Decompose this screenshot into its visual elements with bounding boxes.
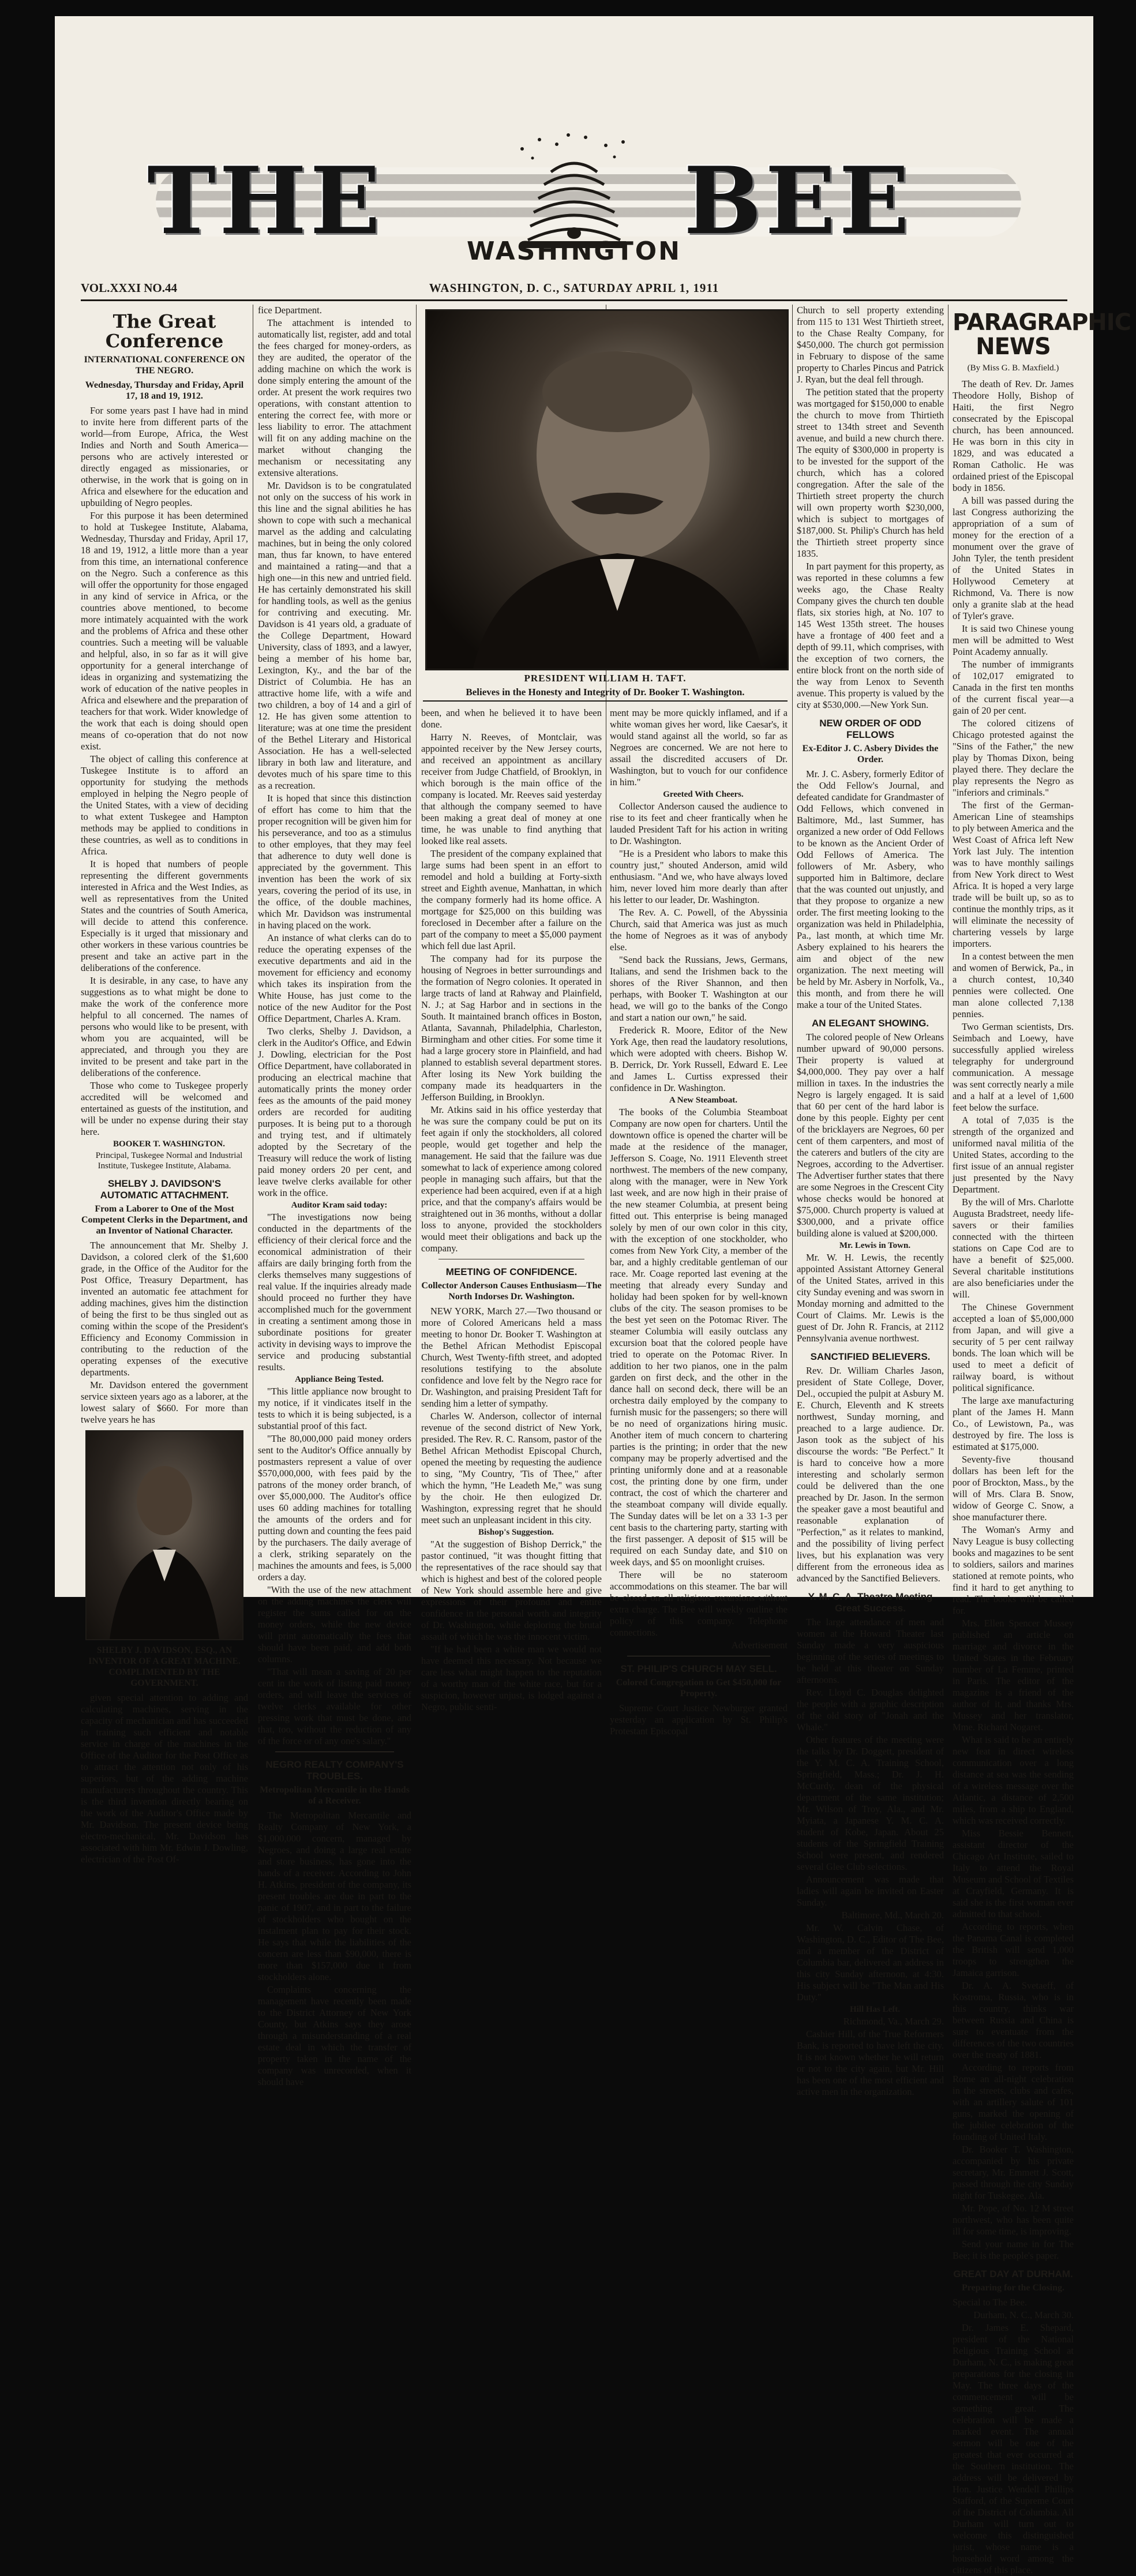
dateline-bar: [81, 279, 1067, 301]
article-paragraph: There will be no stateroom accommodations on this steamer. The bar will be closed on all religious excursions without extra charge. The Bee will weekly outline the policy of this company. Telephone connections.: [610, 1569, 788, 1638]
article-paragraph: Supreme Court Justice Newburger granted yesterday an application by St. Philip's Protestant Episcopal: [610, 1703, 788, 1737]
photo-subcaption-taft: Believes in the Honesty and Integrity of Dr. Booker T. Washington.: [466, 687, 745, 698]
headline-great-day-durham: GREAT DAY AT DURHAM.: [953, 2268, 1073, 2279]
headline-negro-realty: NEGRO REALTY COMPANY'S TROUBLES.: [265, 1759, 404, 1782]
masthead: [55, 132, 1093, 264]
column-5: [797, 305, 944, 2097]
subhead: Auditor Kram said today:: [291, 1201, 388, 1210]
article-paragraph: An instance of what clerks can do to reduce the operating expenses of the executive departments and aid in the movement for efficiency and economy which takes its inspiration from the White House, has just come to the notice of the new Auditor for the Post Office Department, Charles A. Kram.: [258, 932, 411, 1024]
photo-caption-davidson: SHELBY J. DAVIDSON, ESQ., AN INVENTOR OF A GREAT MACHINE. COMPLIMENTED BY THE GOVERNMENT.: [88, 1645, 241, 1688]
article-paragraph: It is hoped that since this distinction of effort has come to him that the proper recognition will be given him for his perseverance, and too as a stimulus to other employes, that they may feel that adherence to duty well done is appreciated by the government. This invention has been the work of six years, covering the period of its use, in the office, of the double machines, which Mr. Davidson was instrumental in having placed on the work.: [258, 793, 411, 931]
article-paragraph: Frederick R. Moore, Editor of the New York Age, then read the laudatory resolutions, which were adopted with cheers. Bishop W. B. Derrick, Dr. York Russell, Edward E. Lee and James L. Curtiss expressed their confidence in Dr. Washington.: [610, 1025, 788, 1093]
subhead: Appliance Being Tested.: [295, 1375, 384, 1384]
subhead: A New Steamboat.: [669, 1096, 737, 1105]
headline-sanctified-believers: SANCTIFIED BELIEVERS.: [810, 1351, 931, 1362]
subhead: Bishop's Suggestion.: [478, 1528, 554, 1537]
article-paragraph: Rev. Lloyd C. Douglas delighted the people with a graphic description of the old story of "Jonah and the Whale.": [797, 1687, 944, 1733]
article-paragraph: Mr. Pope, of No. 12 M street northwest, who has been quite ill for some time, is improving.: [953, 2203, 1074, 2237]
article-paragraph: Mr. J. C. Asbery, formerly Editor of the Odd Fellow's Journal, and defeated candidate for Grandmaster of Odd Fellows, which convened in Baltimore, Md., last Summer, has organized a new order of Odd Fellows to be known as the Ancient Order of Odd Fellows of America. The followers of Mr. Asbery, who supported him in Baltimore, declare that the was counted out unjustly, and that they propose to organize a new order. The first meeting looking to the organization was held in Philadelphia, Pa., last month, at which time Mr. Asbery explained to his hearers the aim and object of the new organization. The next meeting will be held by Mr. Asbery in Norfolk, Va., this month, and from there he will make a tour of the United States.: [797, 768, 944, 1010]
article-paragraph: The Rev. A. C. Powell, of the Abyssinia Church, said that America was just as much the home of Negroes as it was of anybody else.: [610, 907, 788, 953]
article-paragraph: Complaints concerning the management have recently been made to the District Attorney of New York County, but Atkins says they arose through a misunderstanding of a real estate deal in which the transfer of property taken in the name of the company was unrecorded, when it should have: [258, 1984, 411, 2087]
special-note: Special to The Bee.: [953, 2297, 1027, 2308]
taft-photo-block: [418, 305, 792, 720]
article-paragraph: It is said two Chinese young men will be admitted to West Point Academy annually.: [953, 623, 1074, 657]
article-paragraph: The Chinese Government accepted a loan of $5,000,000 from Japan, and will give a security of 5 per cent railway bonds. The loan which will be used to meet a deficit of railway board, is without political significance.: [953, 1302, 1074, 1393]
deck: Colored Congregation to Get $450,000 for Property.: [616, 1678, 782, 1698]
deck: Metropolitan Mercantile in the Hands of a Receiver.: [260, 1785, 410, 1806]
article-paragraph: Two German scientists, Drs. Seimbach and Loewy, have successfully applied wireless telegraphy for underground communication. A message was sent correctly nearly a mile and a half at a level of 1,600 feet below the surface.: [953, 1021, 1074, 1113]
article-paragraph: The announcement that Mr. Shelby J. Davidson, a colored clerk of the $1,600 grade, in the Office of the Auditor for the Post Office, Treasury Department, has invented an automatic fee attachment for adding machines, gives him the distinction of being the first to be thus singled out as coming within the scope of the President's Efficiency and Economy Commission in contributing to the reduction of the operating expenses of the executive departments.: [81, 1240, 248, 1378]
article-paragraph: Collector Anderson caused the audience to rise to its feet and cheer frantically when he lauded President Taft for his action in writing to Dr. Washington.: [610, 801, 788, 846]
column-6: [953, 305, 1131, 2575]
article-paragraph: Dr. A. A. Svetaeff, of Kostroma, Russia, who is in this country, thinks war between Russia and China is sure to eventuate from the differences of the two countries over the treaty of 1881.: [953, 1980, 1074, 2060]
article-paragraph: The Woman's Army and Navy League is busy collecting books and magazines to be sent to soldiers, sailors and marines stationed at remote points, who find it hard to get anything to read. The books will be called for.: [953, 1524, 1074, 1616]
column-1: [81, 305, 248, 1865]
headline-st-philips: ST. PHILIP'S CHURCH MAY SELL.: [620, 1663, 777, 1674]
article-paragraph: It is hoped that numbers of people representing the different governments interested in Africa and the West Indies, as well as representatives from the United States and the countries of South America, will decide to attend this conference. Especially is it urged that missionary and other workers in these various countries be present and take an active part in the deliberations of the conference.: [81, 858, 248, 973]
article-paragraph: The number of immigrants of 102,017 emigrated to Canada in the first ten months of the current fiscal year—a gain of 20 per cent.: [953, 659, 1074, 716]
subhead: Mr. Lewis in Town.: [839, 1241, 911, 1250]
article-paragraph: The Metropolitan Mercantile and Realty Company of New York, a $1,000,000 concern, managed by Negroes, and doing a large real estate and store business, has gone into the hands of a receiver. According to John H. Atkins, president of the company, its present troubles are due in part to the panic of 1907, and in part to the failure of stockholders who bought on the instalment plan to pay for their stock. He says that while the liabilities of the concern are less than $90,000, there is more than $157,000 due it from stockholders alone.: [258, 1810, 411, 1982]
article-paragraph: Charles W. Anderson, collector of internal revenue of the second district of New York, presided. The Rev. R. C. Ransom, pastor of the Bethel African Methodist Episcopal Church, opened the meeting by requesting the audience to sing, "My Country, 'Tis of Thee," after which the hymn, "He Leadeth Me," was sung by the choir. He then eulogized Dr. Washington, expressing regret that he should meet such an unpleasant incident in this city.: [421, 1411, 602, 1525]
article-paragraph: been, and when he believed it to have been done.: [421, 707, 602, 730]
article-paragraph: Harry N. Reeves, of Montclair, was appointed receiver by the New Jersey courts, and received an appointment as ancillary receiver from Judge Chatfield, of Brooklyn, in which borough is the main office of the company is located. Mr. Reeves said yesterday that although the company seemed to have been making a great deal of money at one time, he was unable to find anything that looked like real assets.: [421, 732, 602, 846]
signature-name: BOOKER T. WASHINGTON.: [113, 1139, 225, 1149]
advertisement-note: Advertisement: [731, 1640, 788, 1651]
article-paragraph: Cashier Hill, of the True Reformers Bank, is reported to have left the city. It is not known whether he will return or not to the city again, but Mr. Hill has been one of the most efficient and active men in the organization.: [797, 2028, 944, 2097]
article-paragraph: The company had for its purpose the housing of Negroes in better surroundings and the formation of Negro colonies. It operated in large tracts of land at Rahway and Plainfield, N. J.; at Sag Harbor and in sections in the South. It maintained branch offices in Boston, Atlanta, Savannah, Philadelphia, Charleston, Birmingham and other cities. For some time it had a large grocery store in Plainfield, and had planned to establish several department stores. After losing its New York building the company made its headquarters in the Jefferson Building, in Brooklyn.: [421, 953, 602, 1103]
masthead-title-left: THE: [147, 147, 384, 255]
article-paragraph: For this purpose it has been determined to hold at Tuskegee Institute, Alabama, Wednesday, Thursday and Friday, April 17, 18 and 19, 1912, a little more than a year from this time, an international conference on the Negro. Such a conference as this will offer the opportunity for those engaged in any kind of service in Africa, or the countries above mentioned, to become more intimately acquainted with the work and the problems of Africa and these other countries. Such a meeting will be valuable and helpful, also, in so far as it will give opportunity for a general interchange of ideas in organizing and systematizing the work of education of the native peoples in Africa and elsewhere and the preparation of teachers for that work. Wider knowledge of the work that each is doing should open means of co-operation that do not now exist.: [81, 510, 248, 752]
article-paragraph: Dr. James E. Shepard, president of the National Religious Training School at Durham, N. C., is making great preparations for the closing in May. The three days of the commencement will be something great. The celebration will be made a marked event. The annual sermon will be one of the greatest that ever occurred at the Southern institution. The address will be delivered by Hon. Justice Wendell Phillips Stafford, of the Supreme Court of the District of Columbia. All Durham will turn out to welcome this distinguished jurist, whose name is a household word among the citizens of this place.: [953, 2322, 1074, 2575]
article-paragraph: ment may be more quickly inflamed, and if a white woman gives her word, like Caesar's, it would stand against all the world, so far as Negroes are concerned. We are not here to assail the discredited accusers of Dr. Washington, but to vouch for our confidence in him.": [610, 707, 788, 788]
photo-caption-taft: PRESIDENT WILLIAM H. TAFT.: [524, 673, 687, 684]
article-paragraph: Mr. Davidson entered the government service sixteen years ago as a laborer, at the lowest salary of $660. For more than twelve years he has: [81, 1379, 248, 1425]
portrait-figure: [427, 311, 787, 669]
deck-dates: Wednesday, Thursday and Friday, April 17, 18 and 19, 1912.: [85, 380, 244, 401]
article-dateline: Richmond, Va., March 29.: [843, 2016, 944, 2027]
article-paragraph: "The investigations now being conducted in the departments of the efficiency of their clerical force and the economical administration of their affairs are daily bringing forth from the clerks themselves many suggestions of real value. If the inquiries already made should proceed no further they have accomplished much for the government in creating a sentiment among those in subordinate positions for greater activity in devising ways to improve the service and producing substantial results.: [258, 1212, 411, 1373]
article-paragraph: The president of the company explained that large sums had been spent in an effort to remodel and hold a building at Forty-sixth street and Eighth avenue, Manhattan, in which the company formerly had its home office. A mortgage for $25,000 on this building was foreclosed in December after a failure on the part of the company to meet a $5,000 payment which fell due last April.: [421, 848, 602, 951]
article-paragraph: The petition stated that the property was mortgaged for $150,000 to enable the church to move from Thirtieth street to 134th street and Seventh avenue, and build a new church there. The equity of $300,000 in property is to be invested for the support of the church, which has a colored congregation. After the sale of the Thirtieth street property the church will own property worth $230,000, which is subject to mortgages of $187,000. St. Philip's Church has held the Thirtieth street property since 1835.: [797, 387, 944, 559]
article-paragraph: NEW YORK, March 27.—Two thousand or more of Colored Americans held a mass meeting to honor Dr. Booker T. Washington at the Bethel African Methodist Episcopal Church, West Twenty-fifth street, and adopted resolutions testifying to the absolute confidence and love felt by the Negro race for Dr. Washington, and praising President Taft for sending him a letter of sympathy.: [421, 1306, 602, 1409]
headline-davidson: SHELBY J. DAVIDSON'S AUTOMATIC ATTACHMENT.: [100, 1178, 229, 1201]
article-paragraph: given special attention to adding and calculating machines, serving in the capacity of mechanician and has succeeded in training such efficient and notable service in charge of the machines in the Office of the Auditor for the Post Office as to attract the attention not only of his superiors, but of the adding machine manufacturers throughout the country. This is the third invention directly bearing on the work of the Auditor's Office made by Mr. Davidson. The present device being electro-mechanical, Mr. Davidson has associated with him Mr. Edwin J. Dowling, electrician of the Post Of-: [81, 1692, 248, 1865]
article-paragraph: A bill was passed during the last Congress authorizing the appropriation of a sum of money for the erection of a monument over the grave of John Tyler, the tenth president of the United States in Hollywood Cemetery at Richmond, Va. There is now only a granite slab at the head of Tyler's grave.: [953, 495, 1074, 621]
article-paragraph: Two clerks, Shelby J. Davidson, a clerk in the Auditor's Office, and Edwin J. Dowling, electrician for the Post Office Department, have collaborated in producing an electrical machine that automatically prints the money order fees as the amounts of the paid money orders are recorded for auditing purposes. It is being put to a thorough and trying test, and if ultimately adopted by the Secretary of the Treasury will reduce the work of listing paid money orders 20 per cent, and leave twelve clerks available for other work in the office.: [258, 1026, 411, 1198]
article-paragraph: Mr. Atkins said in his office yesterday that he was sure the company could be put on its feet again if only the stockholders, all colored people, would get together and help the management. He said that the failure was due somewhat to lack of experience among colored people in managing such affairs, but that the experience had been acquired, even if at a high price, and that the company's affairs would be straightened out in 36 months, without a dollar loss to anyone, provided the stockholders would meet their obligations and back up the company.: [421, 1104, 602, 1254]
article-paragraph: "The 80,000,000 paid money orders sent to the Auditor's Office annually by postmasters represent a value of over $570,000,000, with fees paid by the patrons of the money order branch, of over $5,000,000. The Auditor's office uses 60 adding machines for totalling the amounts of the orders and for putting down and counting the fees paid by the purchasers. The daily average of a clerk, striking separately on the machines the amounts and fees, is 5,000 orders a day.: [258, 1433, 411, 1583]
article-paragraph: Announcement was made that ladies will again be invited on Easter Sunday.: [797, 1874, 944, 1908]
article-paragraph: The attachment is intended to automatically list, register, add and total the fees charged for money-orders, as they are audited, the operator of the adding machine on which the work is done simply entering the amount of the order. At present the work requires two operations, with constant attention to entering the correct fee, with more or less liability to error. The attachment will fit on any adding machine on the market without changing the mechanism or necessitating any extensive alterations.: [258, 317, 411, 478]
article-paragraph: "That will mean a saving of 20 per cent in the work of listing paid money orders, and will leave the services of twelve clerks available for other pressing work that must be done, and that, too, without the reduction of any of the force or of any one's salary.": [258, 1666, 411, 1746]
article-paragraph: It is desirable, in any case, to have any suggestions as to what might be done to make the work of the conference more helpful to all concerned. The names of persons who would like to be present, with whom you are acquainted, will be appreciated, and through you they are invited to be present and take part in the deliberations of the conference.: [81, 975, 248, 1078]
column-2: [258, 305, 411, 2087]
masthead-title-right: BEE: [684, 147, 913, 255]
article-paragraph: Rev. Dr. William Charles Jason, president of State College, Dover, Del., occupied the pulpit at Asbury M. E. Church, Eleventh and K streets northwest, Sunday morning, and preached to a large audience. Dr. Jason took as the subject of his discourse the words: "Be Perfect." It is hard to conceive how a more interesting and scholarly sermon could be delivered than the one preached by Dr. Jason. In the sermon the speaker gave a most beautiful and reasonable explanation of "Perfection," as it relates to mankind, and the possibility of living perfect lives, but his explanation was very different from the erroneous idea as advanced by the Sanctified Believers.: [797, 1365, 944, 1584]
article-paragraph: Mr. W. Calvin Chase, of Washington, D. C., Editor of The Bee, and a member of the District of Columbia bar, delivered an address in this city Sunday afternoon, at 4:30. His subject will be "The Man and His Duty.": [797, 1922, 944, 2003]
article-paragraph: "This little appliance now brought to my notice, if it vindicates itself in the tests to which it is being subjected, is a substantial proof of this fact.: [258, 1386, 411, 1431]
headline-meeting-of-confidence: MEETING OF CONFIDENCE.: [445, 1266, 578, 1277]
portrait-figure: [87, 1431, 242, 1639]
article-paragraph: According to reports, when the Panama Canal is completed the British will send 1,000 troops to strengthen the Jamaica garrison.: [953, 1921, 1074, 1978]
article-paragraph: A total of 7,035 is the strength of the organized and uniformed naval militia of the United States, according to the first issue of an annual register just presented by the Navy Department.: [953, 1115, 1074, 1195]
article-paragraph: The large attendance of men and women at the Howard Theater last Sunday made a very auspicious beginning of the series of meetings to be held at this theater on Sunday afternoons.: [797, 1617, 944, 1685]
beehive-icon: [499, 132, 649, 253]
headline-ymca: Y. M. C. A. Theatre Meeting Great Success.: [808, 1591, 933, 1614]
column-rule: [416, 305, 417, 1571]
headline-odd-fellows: NEW ORDER OF ODD FELLOWS: [819, 718, 921, 740]
article-paragraph: "If he had been a white man we would not have deemed this necessary. Not because we care less what might happen to the reputation of a worthy man of the white race, but for a suspicion, however unjust, is lodged against a Negro, public senti-: [421, 1644, 602, 1712]
column-3: [421, 707, 602, 1712]
article-paragraph: Other features of the meeting were the talks by Dr. Doggett, president of the Y. M. C. A. Training School, Springfield, Mass.; Dr. J. H. McCurdy, dean of the physical department of the same institution; Mr. Wilson of Troy, Ala., and Mr. Myiata, a Japanese Y. M. C. A. student of Kobe, Japan. About 25 students of the Springfield Training School were present, and rendered several Glee Club selections.: [797, 1734, 944, 1872]
subhead: Hill Has Left.: [849, 2005, 901, 2014]
volume-number: VOL.XXXI NO.44: [81, 281, 178, 295]
article-dateline: Baltimore, Md., March 20.: [841, 1910, 944, 1921]
headline-great-conference: The Great Conference: [105, 310, 224, 352]
article-paragraph: In part payment for this property, as was reported in these columns a few weeks ago, the Chase Realty Company gives the church ten double flats, six stories high, at No. 107 to 145 West 135th street. The houses have a frontage of 400 feet and a depth of 99.11, which comprises, with the exception of two corners, the entire block front on the north side of the way from Lenox to Seventh avenue. This property is valued by the city at $530,000.—New York Sun.: [797, 561, 944, 710]
byline: (By Miss G. B. Maxfield.): [967, 363, 1059, 373]
deck: Collector Anderson Causes Enthusiasm—The North Indorses Dr. Washington.: [421, 1281, 602, 1302]
subhead: Greeted With Cheers.: [663, 790, 744, 799]
article-dateline: Durham, N. C., March 30.: [973, 2309, 1074, 2320]
article-paragraph: The colored people of New Orleans number upward of 90,000 persons. Their property is valued at $4,000,000. They pay over a half million in taxes. In the industries the Negro is largely engaged. It is said that 60 per cent of the hard labor is done by this people. Eighty per cent of the bricklayers are Negroes, 60 per cent of them carpenters, and most of the caterers and butlers of the city are Negroes, according to the Advertiser. The Advertiser further states that there are some Negroes in the Crescent City whose checks would be honored at $75,000. Church property is valued at $300,000, and a private office building alone is valued at $200,000.: [797, 1032, 944, 1239]
article-paragraph: Those who come to Tuskegee properly accredited will be welcomed and entertained as guests of the institution, and will be under no expense during their stay here.: [81, 1080, 248, 1137]
article-paragraph: The colored citizens of Chicago protested against the "Sins of the Father," the new play by Thomas Dixon, being played there. They declare the play represents the Negro as "inferiors and criminals.": [953, 718, 1074, 798]
article-paragraph: Church to sell property extending from 115 to 131 West Thirtieth street, to the Chase Realty Company, for $450,000. The church got permission in February to dispose of the same property to Charles Pincus and Patrick J. Ryan, but the deal fell through.: [797, 305, 944, 385]
article-paragraph: Dr. Booker T. Washington, accompanied by his private secretary, Mr. Emmett J. Scott, passed through the city Sunday night for Tuskegee, Ala.: [953, 2144, 1074, 2201]
masthead-city: WASHINGTON: [467, 237, 681, 266]
article-paragraph: According to reports from Rome an all-night celebration in the streets, clubs and cafes, with an artillery salute of 101 guns, marked the opening of the jubilee celebration of the founding of United Italy.: [953, 2062, 1074, 2142]
article-paragraph: "At the suggestion of Bishop Derrick," the pastor continued, "it was thought fitting that the representatives of the race should say that which is highest and best of the colored people of New York should assemble here and give expressions of their profound and entire confidence in the personal worth and integrity of Dr. Washington, while deploring the brutal assault of which he was the innocent victim.: [421, 1539, 602, 1642]
article-paragraph: By the will of Mrs. Charlotte Augusta Bradstreet, needy life-savers or their families connected with the thirteen stations on Cape Cod are to have a benefit of $25,000. Several charitable institutions are also beneficiaries under the will.: [953, 1197, 1074, 1300]
article-paragraph: fice Department.: [258, 305, 322, 316]
article-paragraph: "He is a President who labors to make this country just," shouted Anderson, amid wild enthusiasm. "And we, who have always loved him, never loved him more dearly than after his letter to our leader, Dr. Washington.: [610, 848, 788, 905]
article-paragraph: "With the use of the new attachment on the adding machines the clerk will register the sums called for on the money orders, while the new device will print automatically the fees that should have been paid, and add both columns.: [258, 1584, 411, 1664]
portrait-photo-taft: [425, 309, 789, 670]
deck: Preparing for the Closing.: [961, 2283, 1065, 2293]
article-paragraph: The first of the German-American Line of steamships to ply between America and the West Coast of Africa left New York last July. The intention was to have monthly sailings from New York direct to West Africa. It is hoped a very large trade will be built up, so as to continue the monthly trips, as it will eliminate the necessity of chartering vessels by large importers.: [953, 800, 1074, 949]
article-paragraph: The object of calling this conference at Tuskegee Institute is to afford an opportunity for studying the methods employed in helping the Negro people of the United States, with a view of deciding to what extent Tuskegee and Hampton methods may be applied to conditions in these countries, as well as to conditions in Africa.: [81, 753, 248, 857]
headline-paragraphic-news: PARAGRAPHIC NEWS: [953, 309, 1131, 360]
article-paragraph: Mrs. Ellen Spencer Mussey published an article on marriage and divorce in the United States in the February number of La Femme, printed in Paris. The editor of the magazine is a friend of the author of it, and thanks Mrs. Mussey and her translator, Mme. Richard Nogaret.: [953, 1618, 1074, 1733]
article-paragraph: The large axe manufacturing plant of the James H. Mann Co., of Lewistown, Pa., was destroyed by fire. The loss is estimated at $175,000.: [953, 1395, 1074, 1452]
article-paragraph: In a contest between the men and women of Berwick, Pa., in a church contest, 10,340 pennies were collected. One man alone collected 7,138 pennies.: [953, 951, 1074, 1019]
article-paragraph: Miss Bessie Bennett, assistant director of the Chicago Art Institute, sailed to Italy to attend the Royal Museum and School of Textiles at Crayfield, Germany. It is said she is the first woman ever admitted to that school.: [953, 1828, 1074, 1919]
newspaper-page: [55, 16, 1131, 2575]
article-paragraph: The books of the Columbia Steamboat Company are now open for charters. Until the downtown office is opened the charter will be made at the residence of the manager, Jefferson S. Coage, No. 1911 Eleventh street northwest. The members of the new company, along with the manager, were in New York last week, and are now high in their praise of the new steamer Columbia, at present being fitted out. This enterprise is being managed solely by men of our own color in this city, with the exception of one stockholder, who comes from New York City, a member of the bar, and a highly creditable gentleman of our race. Mr. Coage reported last evening at the meeting that already every Sunday and holiday had been spoken for by well-known clubs of the city. The season promises to be the best yet seen on the Potomac River. The steamer Columbia will easily outclass any excursion boat that the colored people have tried to operate on the Potomac River. In addition to her two pianos, one in the palm garden on first deck, and the other in the dance hall on second deck, there will be an orchestra daily employed by the company to furnish music for the passengers; so there will be no need of organizations hiring music. Another item of much concern to chartering parties is the printing; in order that the new company may be properly advertised and the printing uniformly done and at a reasonable cost, the printing done by one firm, under contract, the cost of which the charterer and the steamboat company will divide equally. The Sunday dates will be let on a 33 1-3 per cent basis to the chartering party, starting with the first passenger. A deposit of $15 will be required on each Sunday date, and $10 on week days, and $5 on moonlight cruises.: [610, 1107, 788, 1568]
signature-title: Principal, Tuskegee Normal and Industrial Institute, Tuskegee Institute, Alabama.: [95, 1151, 243, 1171]
article-paragraph: Seventy-five thousand dollars has been left for the poor of Brockton, Mass., by the will of Mrs. Clara B. Snow, widow of George C. Snow, a shoe manufacturer there.: [953, 1454, 1074, 1523]
article-paragraph: Mr. W. H. Lewis, the recently appointed Assistant Attorney General of the United States, arrived in this city Sunday evening and was sworn in Monday morning and admitted to the Court of Claims. Mr. Lewis is the guest of Dr. John R. Francis, at 2112 Pennsylvania avenue northwest.: [797, 1252, 944, 1344]
deck: INTERNATIONAL CONFERENCE ON THE NEGRO.: [84, 355, 245, 376]
article-paragraph: Send your name in for The Bee; it is the people's paper.: [953, 2238, 1074, 2261]
article-paragraph: What is said to be an entirely new feat in direct wireless communication over a long distance at sea was the sending of a wireless message over the Atlantic, a distance of 2,500 miles, from a ship to England, which was received correctly.: [953, 1734, 1074, 1826]
column-4: [610, 707, 788, 1737]
divider: [423, 700, 788, 702]
headline-elegant-showing: AN ELEGANT SHOWING.: [811, 1018, 929, 1029]
column-rule: [792, 305, 793, 1571]
portrait-photo-davidson: [85, 1430, 243, 1640]
article-paragraph: For some years past I have had in mind to invite here from different parts of the world—from Europe, Africa, the West Indies and North and South America—persons who are actively interested or directly engaged as missionaries, or otherwise, in the work that is going on in Africa and elsewhere for the education and upbuilding of Negro peoples.: [81, 405, 248, 508]
deck: Ex-Editor J. C. Asbery Divides the Order.: [802, 744, 939, 764]
article-paragraph: "Send back the Russians, Jews, Germans, Italians, and send the Irishmen back to the shores of the River Shannon, and then perhaps, with Booker T. Washington at our head, we will go to the banks of the Congo and start a nation our own," he said.: [610, 954, 788, 1023]
deck: From a Laborer to One of the Most Competent Clerks in the Department, and an Inventor of National Character.: [81, 1204, 248, 1236]
issue-date: WASHINGTON, D. C., SATURDAY APRIL 1, 1911: [429, 281, 719, 295]
article-paragraph: Mr. Davidson is to be congratulated not only on the success of his work in this line and the signal abilities he has shown to cope with such a mechanical marvel as the adding and calculating machines, but in being the only colored man, thus far known, to have entered and maintained a rating—and that a high one—in this new and untried field. He has certainly demonstrated his skill for handling tools, as well as the genius for contriving and executing. Mr. Davidson is 41 years old, a graduate of the College Department, Howard University, class of 1893, and a lawyer, being a member of his home bar, Lexington, Ky., and the bar of the District of Columbia. He has an attractive home life, with a wife and two children, a boy of 14 and a girl of 12. He has given some attention to literature; was at one time the president of the Bethel Literary and Historical Association. He has a well-selected library in both law and literature, and devotes much of his spare time to this as a recreation.: [258, 480, 411, 791]
article-paragraph: The death of Rev. Dr. James Theodore Holly, Bishop of Haiti, the first Negro consecrated by the Episcopal church, has been announced. He was born in this city in 1829, and was educated a Roman Catholic. He was ordained priest of the Episcopal body in 1856.: [953, 378, 1074, 493]
